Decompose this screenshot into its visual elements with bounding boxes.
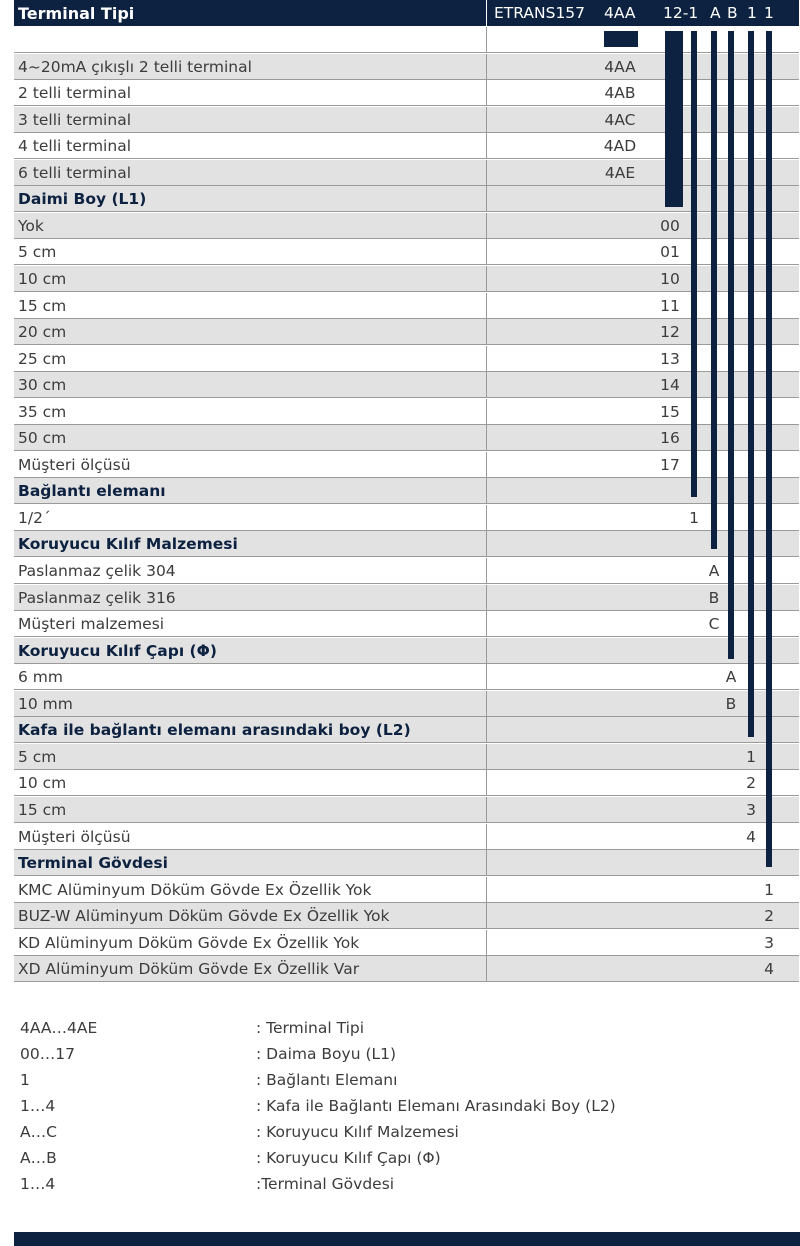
table-row — [14, 585, 799, 611]
option-label: 15 cm — [18, 296, 67, 315]
option-label: Müşteri malzemesi — [18, 615, 165, 634]
option-label: KMC Alüminyum Döküm Gövde Ex Özellik Yok — [18, 880, 372, 899]
code-part-terminal: 4AA — [604, 4, 636, 22]
option-code: 4 — [764, 960, 774, 979]
option-code: 12 — [660, 323, 680, 342]
option-code: 11 — [660, 296, 680, 315]
section-header-row — [14, 478, 799, 504]
option-label: 20 cm — [18, 323, 67, 342]
option-code: C — [708, 615, 720, 634]
table-row — [14, 319, 799, 345]
option-code: 1 — [746, 747, 756, 766]
option-label: Paslanmaz çelik 316 — [18, 588, 176, 607]
option-code: 4 — [746, 827, 756, 846]
option-code: 4AA — [604, 57, 636, 76]
table-row — [14, 744, 799, 770]
code-part-body: 1 — [764, 4, 774, 22]
code-part-length: 12-1 — [663, 4, 699, 22]
option-label: 4~20mA çıkışlı 2 telli terminal — [18, 57, 252, 76]
option-code: 2 — [764, 907, 774, 926]
option-code: B — [725, 694, 737, 713]
option-label: 1/2´ — [18, 508, 51, 527]
code-legend — [20, 1015, 780, 1197]
option-label: 15 cm — [18, 800, 67, 819]
legend-key: 00…17 — [20, 1045, 75, 1063]
option-label: 25 cm — [18, 349, 67, 368]
legend-key: 1…4 — [20, 1175, 56, 1193]
option-code: 01 — [660, 243, 680, 262]
terminal-type-marker — [604, 31, 638, 47]
table-row — [14, 903, 799, 929]
table-title-row — [14, 0, 799, 26]
section-header-row — [14, 717, 799, 743]
table-row — [14, 824, 799, 850]
table-row — [14, 770, 799, 796]
option-label: 6 mm — [18, 668, 63, 687]
option-code: 2 — [746, 774, 756, 793]
legend-description: : Koruyucu Kılıf Malzemesi — [256, 1123, 459, 1141]
option-label: 5 cm — [18, 747, 57, 766]
legend-item — [20, 1067, 780, 1093]
table-row — [14, 266, 799, 292]
connector-bar — [691, 31, 697, 497]
legend-item — [20, 1171, 780, 1197]
option-label: 30 cm — [18, 376, 67, 395]
option-label: Müşteri ölçüsü — [18, 827, 131, 846]
option-code: 15 — [660, 402, 680, 421]
section-header-row — [14, 531, 799, 557]
legend-key: A…B — [20, 1149, 57, 1167]
legend-item — [20, 1145, 780, 1171]
option-code: A — [708, 562, 720, 580]
length-l1-bar — [665, 31, 683, 207]
section-title: Bağlantı elemanı — [18, 482, 166, 501]
option-code: 1 — [689, 508, 699, 527]
section-header-row — [14, 850, 799, 876]
order-code-table — [14, 0, 799, 986]
option-label: 4 telli terminal — [18, 137, 131, 156]
option-label: 10 cm — [18, 774, 67, 793]
legend-key: 1 — [20, 1071, 30, 1089]
option-label: Paslanmaz çelik 304 — [18, 562, 176, 580]
legend-description: : Koruyucu Kılıf Çapı (Φ) — [256, 1149, 441, 1167]
table-row — [14, 425, 799, 451]
l2-bar — [748, 31, 754, 737]
legend-item — [20, 1015, 780, 1041]
option-code: 17 — [660, 455, 680, 474]
table-row — [14, 877, 799, 903]
legend-item — [20, 1093, 780, 1119]
legend-description: : Terminal Tipi — [256, 1019, 365, 1037]
option-code: 14 — [660, 376, 680, 395]
table-row — [14, 452, 799, 478]
legend-description: : Daima Boyu (L1) — [256, 1045, 397, 1063]
table-row — [14, 558, 799, 584]
table-row — [14, 956, 799, 982]
body-bar — [766, 31, 772, 867]
legend-key: 4AA…4AE — [20, 1019, 98, 1037]
table-row — [14, 293, 799, 319]
option-code: 4AB — [604, 84, 636, 103]
option-label: Yok — [18, 216, 44, 235]
table-row — [14, 691, 799, 717]
table-row — [14, 797, 799, 823]
table-row — [14, 399, 799, 425]
legend-key: A…C — [20, 1123, 57, 1141]
option-label: 10 mm — [18, 694, 73, 713]
table-row — [14, 346, 799, 372]
option-code: 16 — [660, 429, 680, 448]
option-label: 5 cm — [18, 243, 57, 262]
section-title: Kafa ile bağlantı elemanı arasındaki boy (L2) — [18, 721, 411, 740]
option-code: 00 — [660, 216, 680, 235]
option-code: 3 — [746, 800, 756, 819]
legend-key: 1…4 — [20, 1097, 56, 1115]
option-code: 10 — [660, 269, 680, 288]
table-row — [14, 239, 799, 265]
option-label: Müşteri ölçüsü — [18, 455, 131, 474]
table-row — [14, 611, 799, 637]
bottom-rule — [14, 1232, 800, 1246]
section-title: Terminal Gövdesi — [18, 854, 168, 873]
option-code: 4AE — [604, 163, 636, 182]
table-row — [14, 505, 799, 531]
option-label: XD Alüminyum Döküm Gövde Ex Özellik Var — [18, 960, 360, 979]
legend-description: : Bağlantı Elemanı — [256, 1071, 398, 1089]
section-title: Koruyucu Kılıf Çapı (Φ) — [18, 641, 217, 660]
legend-description: : Kafa ile Bağlantı Elemanı Arasındaki Boy (L2) — [256, 1097, 616, 1115]
material-bar — [711, 31, 717, 549]
option-code: 1 — [764, 880, 774, 899]
table-row — [14, 213, 799, 239]
section-title: Koruyucu Kılıf Malzemesi — [18, 535, 238, 554]
option-code: A — [725, 668, 737, 687]
table-row — [14, 930, 799, 956]
diameter-bar — [728, 31, 734, 659]
code-part-l2: 1 — [747, 4, 757, 22]
option-code: 3 — [764, 933, 774, 952]
option-label: 10 cm — [18, 269, 67, 288]
option-code: 4AD — [603, 137, 637, 156]
option-label: BUZ-W Alüminyum Döküm Gövde Ex Özellik Yok — [18, 907, 390, 926]
option-label: KD Alüminyum Döküm Gövde Ex Özellik Yok — [18, 933, 360, 952]
option-code: 13 — [660, 349, 680, 368]
legend-item — [20, 1041, 780, 1067]
option-label: 3 telli terminal — [18, 110, 131, 129]
option-label: 6 telli terminal — [18, 163, 131, 182]
legend-description: :Terminal Gövdesi — [256, 1175, 395, 1193]
table-row — [14, 372, 799, 398]
table-title: Terminal Tipi — [18, 4, 135, 23]
section-title: Daimi Boy (L1) — [18, 190, 147, 209]
option-label: 50 cm — [18, 429, 67, 448]
legend-item — [20, 1119, 780, 1145]
code-part-model: ETRANS157 — [494, 4, 586, 22]
code-part-diameter: B — [727, 4, 738, 22]
section-header-row — [14, 638, 799, 664]
code-part-material: A — [710, 4, 721, 22]
table-row — [14, 664, 799, 690]
option-label: 2 telli terminal — [18, 84, 131, 103]
option-code: 4AC — [604, 110, 636, 129]
option-label: 35 cm — [18, 402, 67, 421]
option-code: B — [708, 588, 720, 607]
